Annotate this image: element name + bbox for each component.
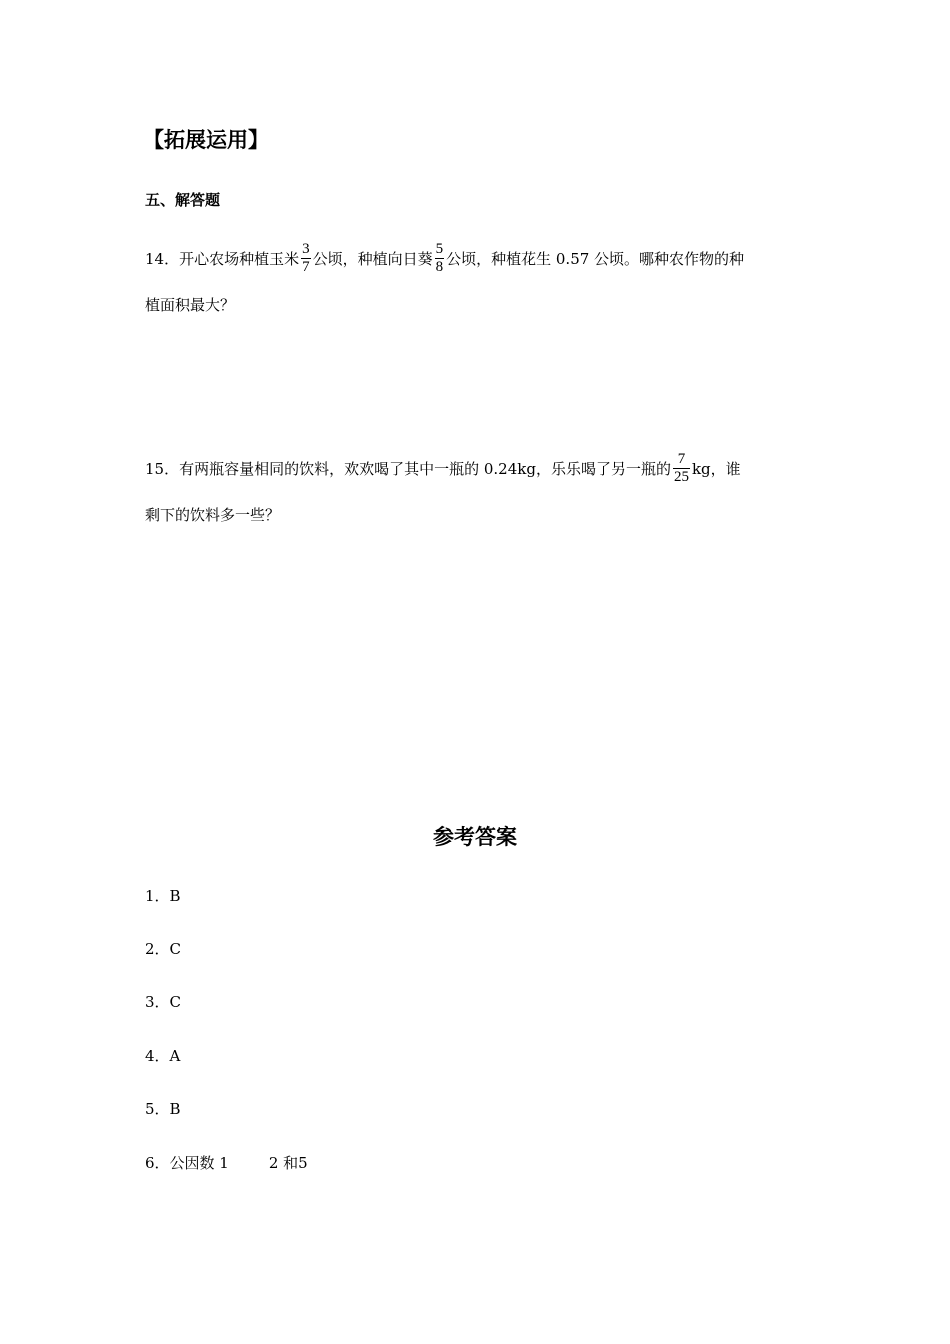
question-14-line-1 xyxy=(145,238,744,278)
section-title: 【拓展运用】 xyxy=(143,128,269,152)
fraction-denominator: 25 xyxy=(673,468,689,485)
question-14-mid-2: 公顷，种植花生 0.57 公顷。哪种农作物的种 xyxy=(446,249,745,268)
answer-item: 1．B xyxy=(145,887,181,905)
question-15-prefix: 15．有两瓶容量相同的饮料，欢欢喝了其中一瓶的 0.24kg，乐乐喝了另一瓶的 xyxy=(145,459,671,478)
question-15-line-2 xyxy=(145,494,280,534)
answer-item: 3．C xyxy=(145,993,182,1011)
answers-title: 参考答案 xyxy=(433,825,517,849)
fraction-numerator: 3 xyxy=(302,240,310,257)
answer-6-part-1: 6．公因数 1 xyxy=(145,1154,229,1172)
fraction-numerator: 7 xyxy=(677,450,686,467)
fraction-denominator: 8 xyxy=(435,258,444,275)
question-15-line-1 xyxy=(145,448,741,488)
fraction-corn xyxy=(301,241,311,276)
question-15-suffix: kg，谁 xyxy=(691,459,741,478)
answer-item: 4．A xyxy=(145,1047,181,1065)
question-14-line-2-text: 植面积最大？ xyxy=(145,295,236,314)
fraction-denominator: 7 xyxy=(302,258,310,275)
fraction-drink xyxy=(673,451,690,486)
subsection-title: 五、解答题 xyxy=(145,191,221,209)
question-15-line-2-text: 剩下的饮料多一些？ xyxy=(145,505,281,524)
question-14-line-2 xyxy=(145,284,235,324)
fraction-numerator: 5 xyxy=(435,240,444,257)
question-14-prefix: 14．开心农场种植玉米 xyxy=(145,249,300,268)
answer-item-6 xyxy=(145,1152,308,1173)
answer-item: 5．B xyxy=(145,1100,181,1118)
question-14-mid-1: 公顷，种植向日葵 xyxy=(312,249,433,268)
answer-item: 2．C xyxy=(145,940,182,958)
answer-6-part-2: 2 和5 xyxy=(268,1154,308,1172)
fraction-sunflower xyxy=(435,241,445,276)
